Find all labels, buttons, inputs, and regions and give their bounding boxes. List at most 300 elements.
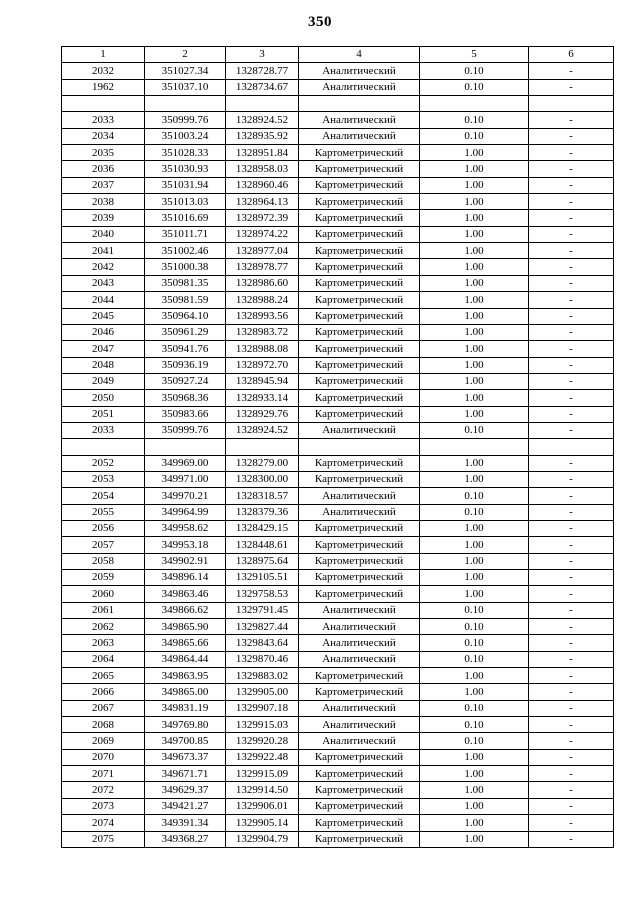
- y-coordinate-cell: 1329906.01: [226, 798, 299, 814]
- accuracy-cell: 1.00: [420, 373, 529, 389]
- table-row: [62, 602, 614, 618]
- point-number-cell: 2063: [62, 635, 145, 651]
- method-cell: [299, 96, 420, 112]
- point-number-cell: 2041: [62, 243, 145, 259]
- x-coordinate-cell: [145, 96, 226, 112]
- y-coordinate-cell: 1329915.09: [226, 766, 299, 782]
- point-number-cell: 2039: [62, 210, 145, 226]
- point-number-cell: 2067: [62, 700, 145, 716]
- note-cell: -: [529, 390, 614, 406]
- y-coordinate-cell: 1329907.18: [226, 700, 299, 716]
- table-body: [62, 63, 614, 848]
- point-number-cell: 2046: [62, 324, 145, 340]
- table-row: [62, 537, 614, 553]
- note-cell: -: [529, 831, 614, 847]
- x-coordinate-cell: 349865.66: [145, 635, 226, 651]
- note-cell: -: [529, 537, 614, 553]
- accuracy-cell: 1.00: [420, 815, 529, 831]
- accuracy-cell: 1.00: [420, 831, 529, 847]
- accuracy-cell: 0.10: [420, 700, 529, 716]
- method-cell: Аналитический: [299, 635, 420, 651]
- note-cell: -: [529, 635, 614, 651]
- y-coordinate-cell: 1329843.64: [226, 635, 299, 651]
- x-coordinate-cell: 349700.85: [145, 733, 226, 749]
- accuracy-cell: 1.00: [420, 324, 529, 340]
- note-cell: -: [529, 749, 614, 765]
- point-number-cell: 2060: [62, 586, 145, 602]
- note-cell: -: [529, 668, 614, 684]
- method-cell: Картометрический: [299, 357, 420, 373]
- method-cell: Картометрический: [299, 406, 420, 422]
- point-number-cell: 2049: [62, 373, 145, 389]
- point-number-cell: 2068: [62, 717, 145, 733]
- table-row: [62, 586, 614, 602]
- x-coordinate-cell: 349969.00: [145, 455, 226, 471]
- point-number-cell: 2033: [62, 112, 145, 128]
- y-coordinate-cell: 1329905.00: [226, 684, 299, 700]
- y-coordinate-cell: 1328986.60: [226, 275, 299, 291]
- method-cell: Аналитический: [299, 717, 420, 733]
- method-cell: Картометрический: [299, 259, 420, 275]
- x-coordinate-cell: 349865.90: [145, 619, 226, 635]
- point-number-cell: 2038: [62, 194, 145, 210]
- accuracy-cell: 1.00: [420, 177, 529, 193]
- method-cell: Картометрический: [299, 390, 420, 406]
- table-row: [62, 210, 614, 226]
- point-number-cell: 2033: [62, 422, 145, 438]
- y-coordinate-cell: 1329870.46: [226, 651, 299, 667]
- y-coordinate-cell: 1329920.28: [226, 733, 299, 749]
- accuracy-cell: 1.00: [420, 194, 529, 210]
- x-coordinate-cell: 350961.29: [145, 324, 226, 340]
- column-header-6: 6: [529, 47, 614, 63]
- table-row: [62, 717, 614, 733]
- point-number-cell: [62, 96, 145, 112]
- point-number-cell: 2057: [62, 537, 145, 553]
- accuracy-cell: 0.10: [420, 651, 529, 667]
- accuracy-cell: 0.10: [420, 128, 529, 144]
- point-number-cell: 2071: [62, 766, 145, 782]
- note-cell: -: [529, 275, 614, 291]
- table-row: [62, 553, 614, 569]
- note-cell: -: [529, 782, 614, 798]
- note-cell: -: [529, 357, 614, 373]
- accuracy-cell: 1.00: [420, 226, 529, 242]
- x-coordinate-cell: 351030.93: [145, 161, 226, 177]
- accuracy-cell: 1.00: [420, 553, 529, 569]
- table-row: [62, 570, 614, 586]
- x-coordinate-cell: 349964.99: [145, 504, 226, 520]
- note-cell: -: [529, 324, 614, 340]
- point-number-cell: 2056: [62, 520, 145, 536]
- point-number-cell: 2066: [62, 684, 145, 700]
- accuracy-cell: 0.10: [420, 79, 529, 95]
- y-coordinate-cell: 1329883.02: [226, 668, 299, 684]
- note-cell: -: [529, 145, 614, 161]
- accuracy-cell: 1.00: [420, 520, 529, 536]
- table-row: [62, 145, 614, 161]
- table-row: [62, 63, 614, 79]
- table-row: [62, 668, 614, 684]
- point-number-cell: 2062: [62, 619, 145, 635]
- accuracy-cell: 1.00: [420, 161, 529, 177]
- point-number-cell: 2037: [62, 177, 145, 193]
- note-cell: -: [529, 570, 614, 586]
- point-number-cell: 2053: [62, 471, 145, 487]
- point-number-cell: 2051: [62, 406, 145, 422]
- y-coordinate-cell: 1328974.22: [226, 226, 299, 242]
- note-cell: -: [529, 161, 614, 177]
- accuracy-cell: 1.00: [420, 798, 529, 814]
- accuracy-cell: 1.00: [420, 684, 529, 700]
- x-coordinate-cell: 349769.80: [145, 717, 226, 733]
- y-coordinate-cell: 1328924.52: [226, 422, 299, 438]
- accuracy-cell: 0.10: [420, 635, 529, 651]
- note-cell: -: [529, 422, 614, 438]
- note-cell: -: [529, 733, 614, 749]
- point-number-cell: 2042: [62, 259, 145, 275]
- note-cell: -: [529, 259, 614, 275]
- method-cell: Картометрический: [299, 210, 420, 226]
- x-coordinate-cell: 351037.10: [145, 79, 226, 95]
- point-number-cell: 2035: [62, 145, 145, 161]
- point-number-cell: 2054: [62, 488, 145, 504]
- table-row: [62, 308, 614, 324]
- point-number-cell: 2065: [62, 668, 145, 684]
- note-cell: -: [529, 586, 614, 602]
- y-coordinate-cell: [226, 439, 299, 455]
- table-row: [62, 733, 614, 749]
- method-cell: Аналитический: [299, 79, 420, 95]
- method-cell: Аналитический: [299, 602, 420, 618]
- table-row: [62, 619, 614, 635]
- note-cell: -: [529, 341, 614, 357]
- y-coordinate-cell: 1329758.53: [226, 586, 299, 602]
- point-number-cell: 2055: [62, 504, 145, 520]
- y-coordinate-cell: 1328945.94: [226, 373, 299, 389]
- column-header-4: 4: [299, 47, 420, 63]
- method-cell: Картометрический: [299, 373, 420, 389]
- x-coordinate-cell: 350983.66: [145, 406, 226, 422]
- x-coordinate-cell: 349368.27: [145, 831, 226, 847]
- table-row: [62, 684, 614, 700]
- note-cell: [529, 439, 614, 455]
- x-coordinate-cell: 350941.76: [145, 341, 226, 357]
- note-cell: [529, 96, 614, 112]
- accuracy-cell: 1.00: [420, 243, 529, 259]
- note-cell: -: [529, 766, 614, 782]
- table-row: [62, 357, 614, 373]
- y-coordinate-cell: 1329905.14: [226, 815, 299, 831]
- x-coordinate-cell: 350999.76: [145, 422, 226, 438]
- y-coordinate-cell: 1328929.76: [226, 406, 299, 422]
- x-coordinate-cell: 349629.37: [145, 782, 226, 798]
- point-number-cell: 2036: [62, 161, 145, 177]
- accuracy-cell: 1.00: [420, 145, 529, 161]
- method-cell: Картометрический: [299, 766, 420, 782]
- table-row: [62, 651, 614, 667]
- y-coordinate-cell: 1328988.08: [226, 341, 299, 357]
- point-number-cell: 2070: [62, 749, 145, 765]
- note-cell: -: [529, 504, 614, 520]
- x-coordinate-cell: 349863.46: [145, 586, 226, 602]
- accuracy-cell: 1.00: [420, 471, 529, 487]
- x-coordinate-cell: 351002.46: [145, 243, 226, 259]
- table-row: [62, 439, 614, 455]
- x-coordinate-cell: 350968.36: [145, 390, 226, 406]
- table-header-row: [62, 47, 614, 63]
- accuracy-cell: 0.10: [420, 619, 529, 635]
- point-number-cell: 2073: [62, 798, 145, 814]
- x-coordinate-cell: 349864.44: [145, 651, 226, 667]
- y-coordinate-cell: 1328429.15: [226, 520, 299, 536]
- y-coordinate-cell: 1329105.51: [226, 570, 299, 586]
- note-cell: -: [529, 63, 614, 79]
- y-coordinate-cell: 1328977.04: [226, 243, 299, 259]
- x-coordinate-cell: 350964.10: [145, 308, 226, 324]
- accuracy-cell: 1.00: [420, 341, 529, 357]
- y-coordinate-cell: 1328978.77: [226, 259, 299, 275]
- table-row: [62, 96, 614, 112]
- note-cell: -: [529, 177, 614, 193]
- table-row: [62, 782, 614, 798]
- note-cell: -: [529, 194, 614, 210]
- note-cell: -: [529, 112, 614, 128]
- x-coordinate-cell: 349896.14: [145, 570, 226, 586]
- method-cell: Картометрический: [299, 145, 420, 161]
- accuracy-cell: 1.00: [420, 357, 529, 373]
- x-coordinate-cell: 349421.27: [145, 798, 226, 814]
- table-row: [62, 766, 614, 782]
- method-cell: Аналитический: [299, 488, 420, 504]
- note-cell: -: [529, 553, 614, 569]
- table-row: [62, 635, 614, 651]
- accuracy-cell: 0.10: [420, 504, 529, 520]
- note-cell: -: [529, 128, 614, 144]
- method-cell: Картометрический: [299, 782, 420, 798]
- accuracy-cell: [420, 96, 529, 112]
- accuracy-cell: 1.00: [420, 668, 529, 684]
- accuracy-cell: 1.00: [420, 766, 529, 782]
- point-number-cell: 2058: [62, 553, 145, 569]
- table-row: [62, 243, 614, 259]
- x-coordinate-cell: 349958.62: [145, 520, 226, 536]
- accuracy-cell: 0.10: [420, 733, 529, 749]
- x-coordinate-cell: 351028.33: [145, 145, 226, 161]
- x-coordinate-cell: 351031.94: [145, 177, 226, 193]
- table-row: [62, 112, 614, 128]
- method-cell: Картометрический: [299, 684, 420, 700]
- table-row: [62, 749, 614, 765]
- y-coordinate-cell: 1328988.24: [226, 292, 299, 308]
- note-cell: -: [529, 226, 614, 242]
- note-cell: -: [529, 292, 614, 308]
- x-coordinate-cell: [145, 439, 226, 455]
- table-row: [62, 324, 614, 340]
- method-cell: Аналитический: [299, 619, 420, 635]
- x-coordinate-cell: 351013.03: [145, 194, 226, 210]
- method-cell: Картометрический: [299, 341, 420, 357]
- x-coordinate-cell: 350999.76: [145, 112, 226, 128]
- accuracy-cell: 1.00: [420, 210, 529, 226]
- y-coordinate-cell: 1328279.00: [226, 455, 299, 471]
- point-number-cell: 2061: [62, 602, 145, 618]
- x-coordinate-cell: 349673.37: [145, 749, 226, 765]
- accuracy-cell: 1.00: [420, 749, 529, 765]
- method-cell: Аналитический: [299, 63, 420, 79]
- note-cell: -: [529, 455, 614, 471]
- x-coordinate-cell: 349865.00: [145, 684, 226, 700]
- table-row: [62, 815, 614, 831]
- accuracy-cell: 0.10: [420, 488, 529, 504]
- note-cell: -: [529, 798, 614, 814]
- y-coordinate-cell: [226, 96, 299, 112]
- x-coordinate-cell: 349971.00: [145, 471, 226, 487]
- point-number-cell: 2069: [62, 733, 145, 749]
- method-cell: [299, 439, 420, 455]
- table-row: [62, 831, 614, 847]
- accuracy-cell: 1.00: [420, 259, 529, 275]
- method-cell: Аналитический: [299, 733, 420, 749]
- table-row: [62, 194, 614, 210]
- accuracy-cell: 1.00: [420, 586, 529, 602]
- method-cell: Картометрический: [299, 749, 420, 765]
- accuracy-cell: 1.00: [420, 406, 529, 422]
- y-coordinate-cell: 1328935.92: [226, 128, 299, 144]
- method-cell: Картометрический: [299, 815, 420, 831]
- x-coordinate-cell: 350936.19: [145, 357, 226, 373]
- note-cell: -: [529, 488, 614, 504]
- note-cell: -: [529, 243, 614, 259]
- note-cell: -: [529, 210, 614, 226]
- table-row: [62, 292, 614, 308]
- point-number-cell: 2043: [62, 275, 145, 291]
- y-coordinate-cell: 1328975.64: [226, 553, 299, 569]
- coordinates-table: [61, 46, 614, 848]
- x-coordinate-cell: 351011.71: [145, 226, 226, 242]
- accuracy-cell: 0.10: [420, 112, 529, 128]
- y-coordinate-cell: 1328318.57: [226, 488, 299, 504]
- y-coordinate-cell: 1328972.70: [226, 357, 299, 373]
- method-cell: Аналитический: [299, 422, 420, 438]
- method-cell: Картометрический: [299, 308, 420, 324]
- method-cell: Картометрический: [299, 226, 420, 242]
- x-coordinate-cell: 351016.69: [145, 210, 226, 226]
- note-cell: -: [529, 471, 614, 487]
- y-coordinate-cell: 1329922.48: [226, 749, 299, 765]
- point-number-cell: 2044: [62, 292, 145, 308]
- y-coordinate-cell: 1328728.77: [226, 63, 299, 79]
- table-row: [62, 373, 614, 389]
- table-row: [62, 390, 614, 406]
- note-cell: -: [529, 79, 614, 95]
- table-row: [62, 488, 614, 504]
- table-row: [62, 700, 614, 716]
- point-number-cell: 2050: [62, 390, 145, 406]
- x-coordinate-cell: 350981.35: [145, 275, 226, 291]
- x-coordinate-cell: 351003.24: [145, 128, 226, 144]
- point-number-cell: 2048: [62, 357, 145, 373]
- x-coordinate-cell: 350981.59: [145, 292, 226, 308]
- accuracy-cell: 1.00: [420, 292, 529, 308]
- x-coordinate-cell: 349863.95: [145, 668, 226, 684]
- note-cell: -: [529, 684, 614, 700]
- point-number-cell: 2075: [62, 831, 145, 847]
- accuracy-cell: 1.00: [420, 390, 529, 406]
- note-cell: -: [529, 602, 614, 618]
- table-row: [62, 259, 614, 275]
- y-coordinate-cell: 1328951.84: [226, 145, 299, 161]
- accuracy-cell: 1.00: [420, 782, 529, 798]
- accuracy-cell: 0.10: [420, 717, 529, 733]
- x-coordinate-cell: 349953.18: [145, 537, 226, 553]
- note-cell: -: [529, 373, 614, 389]
- method-cell: Картометрический: [299, 831, 420, 847]
- point-number-cell: 2040: [62, 226, 145, 242]
- note-cell: -: [529, 406, 614, 422]
- note-cell: -: [529, 308, 614, 324]
- point-number-cell: 2064: [62, 651, 145, 667]
- method-cell: Картометрический: [299, 553, 420, 569]
- table-row: [62, 128, 614, 144]
- x-coordinate-cell: 351027.34: [145, 63, 226, 79]
- method-cell: Картометрический: [299, 161, 420, 177]
- point-number-cell: 2045: [62, 308, 145, 324]
- accuracy-cell: 1.00: [420, 455, 529, 471]
- method-cell: Аналитический: [299, 651, 420, 667]
- y-coordinate-cell: 1328964.13: [226, 194, 299, 210]
- method-cell: Аналитический: [299, 128, 420, 144]
- note-cell: -: [529, 700, 614, 716]
- accuracy-cell: 1.00: [420, 275, 529, 291]
- x-coordinate-cell: 349391.34: [145, 815, 226, 831]
- accuracy-cell: 0.10: [420, 422, 529, 438]
- y-coordinate-cell: 1328960.46: [226, 177, 299, 193]
- table-row: [62, 177, 614, 193]
- method-cell: Картометрический: [299, 194, 420, 210]
- method-cell: Картометрический: [299, 798, 420, 814]
- y-coordinate-cell: 1328448.61: [226, 537, 299, 553]
- column-header-1: 1: [62, 47, 145, 63]
- method-cell: Картометрический: [299, 292, 420, 308]
- accuracy-cell: 1.00: [420, 537, 529, 553]
- y-coordinate-cell: 1329904.79: [226, 831, 299, 847]
- method-cell: Картометрический: [299, 520, 420, 536]
- y-coordinate-cell: 1328300.00: [226, 471, 299, 487]
- table-row: [62, 504, 614, 520]
- y-coordinate-cell: 1329791.45: [226, 602, 299, 618]
- y-coordinate-cell: 1329827.44: [226, 619, 299, 635]
- y-coordinate-cell: 1328983.72: [226, 324, 299, 340]
- y-coordinate-cell: 1328958.03: [226, 161, 299, 177]
- point-number-cell: 2034: [62, 128, 145, 144]
- method-cell: Картометрический: [299, 471, 420, 487]
- accuracy-cell: [420, 439, 529, 455]
- method-cell: Картометрический: [299, 537, 420, 553]
- x-coordinate-cell: 349902.91: [145, 553, 226, 569]
- x-coordinate-cell: 349831.19: [145, 700, 226, 716]
- y-coordinate-cell: 1329915.03: [226, 717, 299, 733]
- method-cell: Аналитический: [299, 504, 420, 520]
- y-coordinate-cell: 1328933.14: [226, 390, 299, 406]
- y-coordinate-cell: 1329914.50: [226, 782, 299, 798]
- note-cell: -: [529, 520, 614, 536]
- method-cell: Картометрический: [299, 570, 420, 586]
- method-cell: Картометрический: [299, 243, 420, 259]
- note-cell: -: [529, 651, 614, 667]
- note-cell: -: [529, 619, 614, 635]
- method-cell: Картометрический: [299, 324, 420, 340]
